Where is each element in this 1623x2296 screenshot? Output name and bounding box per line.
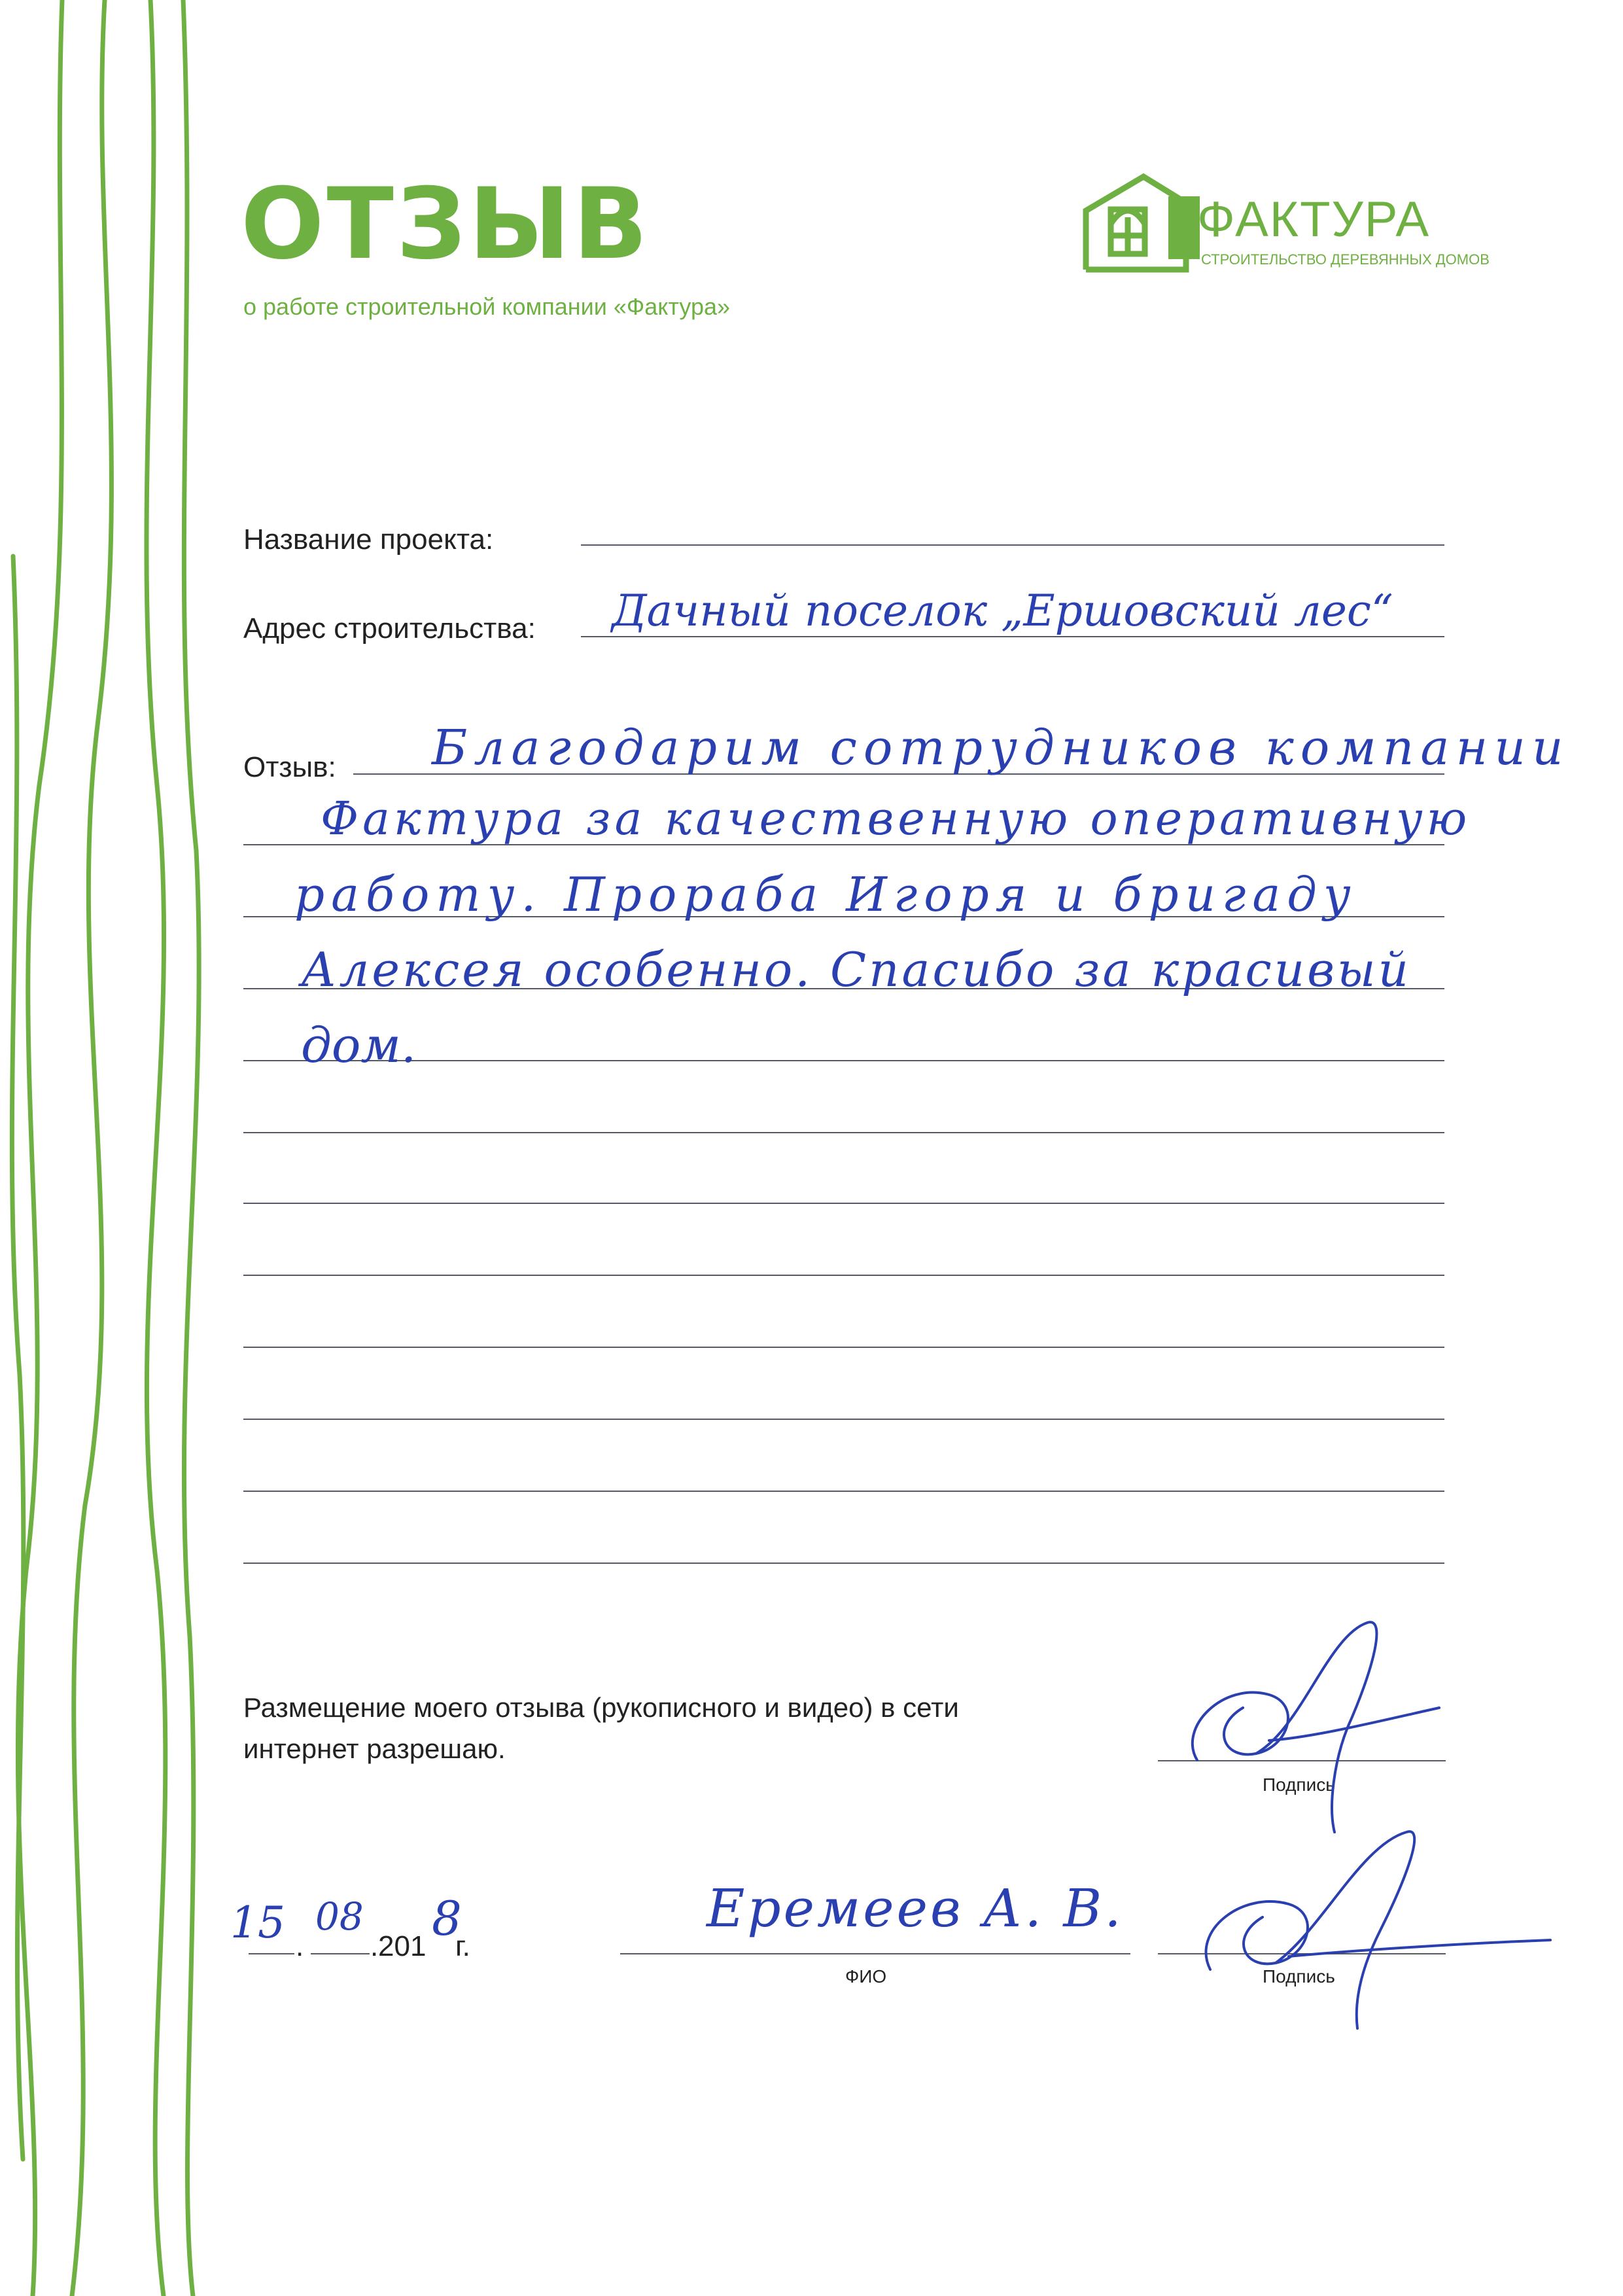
address-handwritten-value: Дачный поселок „Ершовский лес“ xyxy=(612,586,1393,636)
fio-line xyxy=(620,1953,1130,1954)
logo-name: ФАКТУРА xyxy=(1197,192,1431,247)
review-handwritten-line: Фактура за качественную оперативную xyxy=(321,792,1471,845)
consent-signature-label: Подпись xyxy=(1263,1775,1335,1795)
date-month-handwritten: 08 xyxy=(315,1894,364,1939)
footer-signature-label: Подпись xyxy=(1263,1966,1335,1987)
review-handwritten-line: Благодарим сотрудников компании xyxy=(432,720,1570,776)
page-subtitle: о работе строительной компании «Фактура» xyxy=(243,293,731,320)
project-name-label: Название проекта: xyxy=(243,523,494,556)
date-day-line xyxy=(249,1953,294,1954)
date-year-suffix: г. xyxy=(455,1930,470,1962)
date-separator: . xyxy=(296,1930,304,1962)
review-line-5 xyxy=(243,1060,1444,1061)
review-handwritten-line: работу. Прораба Игоря и бригаду xyxy=(294,867,1357,922)
review-line-9 xyxy=(243,1347,1444,1348)
review-handwritten-line: дом. xyxy=(301,1017,417,1074)
date-separator: . xyxy=(370,1930,379,1962)
review-label: Отзыв: xyxy=(243,751,336,783)
date-month-line xyxy=(311,1953,370,1954)
consent-text: Размещение моего отзыва (рукописного и видео) в сети интернет разрешаю. xyxy=(243,1692,959,1764)
date-year-prefix: 201 xyxy=(378,1930,427,1962)
date-year-digit-handwritten: 8 xyxy=(432,1891,462,1946)
project-name-line xyxy=(581,544,1444,546)
review-line-6 xyxy=(243,1132,1444,1133)
address-line xyxy=(581,636,1444,637)
page-title: ОТЗЫВ xyxy=(241,168,651,281)
decorative-green-lines xyxy=(0,0,216,2296)
logo-tagline: СТРОИТЕЛЬСТВО ДЕРЕВЯННЫХ ДОМОВ xyxy=(1201,251,1490,268)
review-line-12 xyxy=(243,1563,1444,1564)
date-day-handwritten: 15 xyxy=(230,1898,285,1948)
address-label: Адрес строительства: xyxy=(243,612,536,645)
footer-signature-icon xyxy=(1191,1806,1557,2041)
review-handwritten-line: Алексея особенно. Спасибо за красивый xyxy=(301,942,1411,997)
fio-handwritten-value: Еремеев А. В. xyxy=(707,1878,1124,1939)
fio-label: ФИО xyxy=(845,1966,887,1987)
review-line-11 xyxy=(243,1491,1444,1492)
review-line-10 xyxy=(243,1419,1444,1420)
review-line-8 xyxy=(243,1275,1444,1276)
review-line-7 xyxy=(243,1203,1444,1204)
